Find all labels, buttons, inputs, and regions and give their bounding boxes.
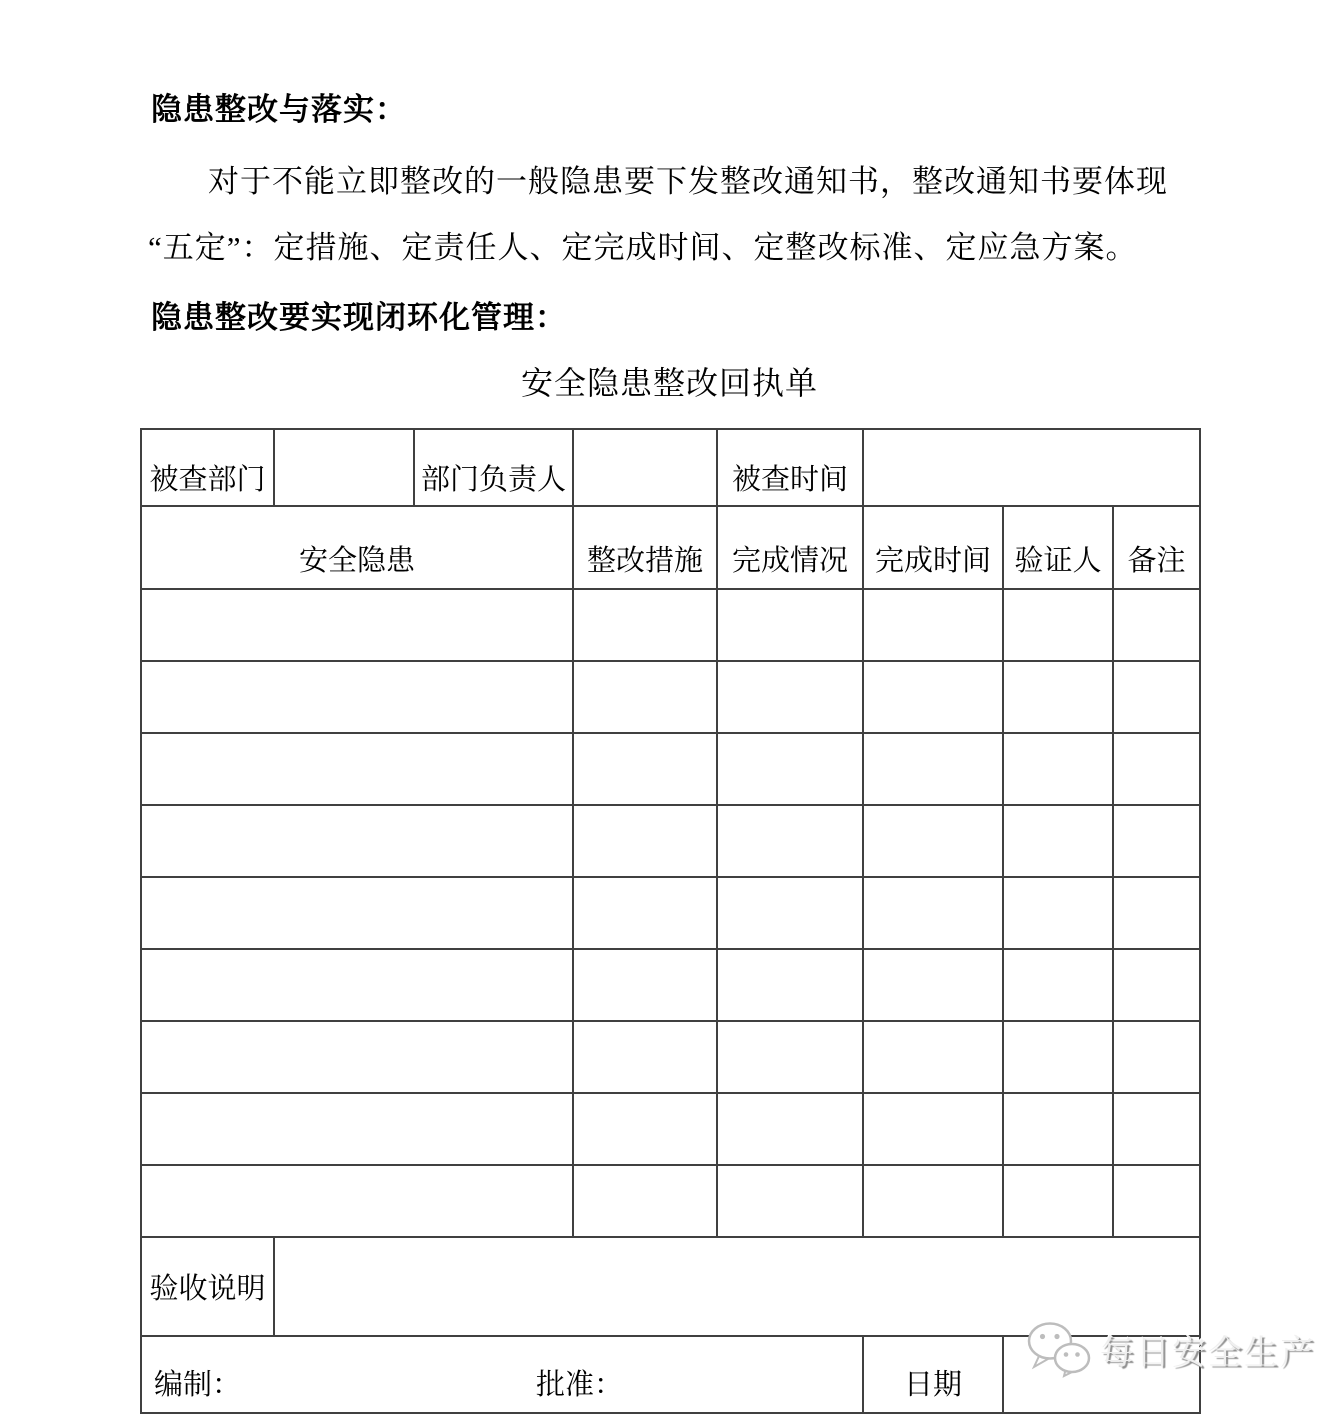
watermark-text: 每日安全生产 (1100, 1334, 1316, 1372)
empty-data-row (141, 1021, 1200, 1093)
info-row (141, 429, 1200, 506)
heading-closed-loop: 隐患整改要实现闭环化管理： (151, 300, 567, 335)
empty-data-row (141, 661, 1200, 733)
empty-data-row (141, 949, 1200, 1021)
paragraph-line-2: “五定”：定措施、定责任人、定完成时间、定整改标准、定应急方案。 (148, 230, 1138, 265)
empty-cell (573, 1021, 717, 1093)
empty-cell (863, 805, 1003, 877)
empty-data-row (141, 733, 1200, 805)
empty-cell (863, 1021, 1003, 1093)
footer-row (141, 1336, 1200, 1413)
empty-cell (863, 877, 1003, 949)
form-title: 安全隐患整改回执单 (520, 365, 818, 401)
empty-cell (1003, 589, 1113, 661)
column-header-remarks: 备注 (1113, 506, 1200, 589)
date-label-cell: 日期 (863, 1336, 1003, 1413)
empty-cell (141, 949, 573, 1021)
empty-cell (141, 733, 573, 805)
column-header-hazard: 安全隐患 (141, 506, 573, 589)
acceptance-label-cell: 验收说明 (141, 1237, 274, 1336)
form-table-body (141, 429, 1200, 1413)
empty-cell (141, 589, 573, 661)
empty-cell (863, 1093, 1003, 1165)
acceptance-row (141, 1237, 1200, 1336)
empty-cell (1113, 805, 1200, 877)
empty-cell (1113, 733, 1200, 805)
empty-cell (1113, 589, 1200, 661)
empty-cell (141, 1021, 573, 1093)
empty-cell (573, 1093, 717, 1165)
empty-cell (717, 805, 863, 877)
empty-cell (717, 733, 863, 805)
empty-cell (717, 1021, 863, 1093)
column-header-completion-time: 完成时间 (863, 506, 1003, 589)
empty-cell (863, 661, 1003, 733)
empty-cell (573, 733, 717, 805)
empty-cell (717, 661, 863, 733)
empty-cell (1003, 733, 1113, 805)
empty-cell (573, 1165, 717, 1237)
empty-cell (717, 1093, 863, 1165)
footer-left-cell (141, 1336, 863, 1413)
empty-cell (141, 805, 573, 877)
empty-cell (717, 1165, 863, 1237)
prepared-label: 编制： (154, 1369, 242, 1401)
empty-data-row (141, 1093, 1200, 1165)
approved-label: 批准： (536, 1369, 624, 1401)
empty-cell (717, 949, 863, 1021)
empty-cell (573, 661, 717, 733)
empty-cell (1003, 805, 1113, 877)
empty-cell (863, 733, 1003, 805)
empty-cell (1003, 1021, 1113, 1093)
empty-cell (1113, 1165, 1200, 1237)
paragraph-line-1: 对于不能立即整改的一般隐患要下发整改通知书，整改通知书要体现 (208, 164, 1168, 199)
empty-cell (573, 805, 717, 877)
column-header-verifier: 验证人 (1003, 506, 1113, 589)
column-header-measures: 整改措施 (573, 506, 717, 589)
empty-cell (141, 661, 573, 733)
heading-rectification: 隐患整改与落实： (151, 92, 407, 127)
footer-right-cell (1003, 1336, 1200, 1413)
empty-data-row (141, 877, 1200, 949)
empty-cell (863, 589, 1003, 661)
inspected-time-label: 被查时间 (717, 429, 863, 506)
empty-cell (1003, 949, 1113, 1021)
empty-cell (1003, 1093, 1113, 1165)
empty-cell (1113, 661, 1200, 733)
acceptance-value-cell (274, 1237, 1200, 1336)
empty-cell (1003, 1165, 1113, 1237)
empty-cell (141, 877, 573, 949)
rectification-form-table (140, 428, 1201, 1414)
empty-cell (863, 949, 1003, 1021)
empty-cell (573, 589, 717, 661)
empty-cell (141, 1093, 573, 1165)
inspected-dept-label: 被查部门 (141, 429, 274, 506)
empty-cell (1113, 1093, 1200, 1165)
empty-cell (1003, 877, 1113, 949)
inspected-time-value-cell (863, 429, 1200, 506)
dept-head-value-cell (573, 429, 717, 506)
empty-data-row (141, 1165, 1200, 1237)
dept-head-label: 部门负责人 (414, 429, 573, 506)
empty-cell (863, 1165, 1003, 1237)
empty-cell (1113, 1021, 1200, 1093)
inspected-dept-value-cell (274, 429, 414, 506)
empty-cell (1113, 949, 1200, 1021)
empty-cell (717, 877, 863, 949)
empty-data-row (141, 589, 1200, 661)
empty-cell (717, 589, 863, 661)
empty-cell (573, 949, 717, 1021)
empty-cell (1113, 877, 1200, 949)
empty-cell (573, 877, 717, 949)
empty-cell (1003, 661, 1113, 733)
empty-data-row (141, 805, 1200, 877)
column-header-completion-status: 完成情况 (717, 506, 863, 589)
empty-cell (141, 1165, 573, 1237)
column-header-row (141, 506, 1200, 589)
